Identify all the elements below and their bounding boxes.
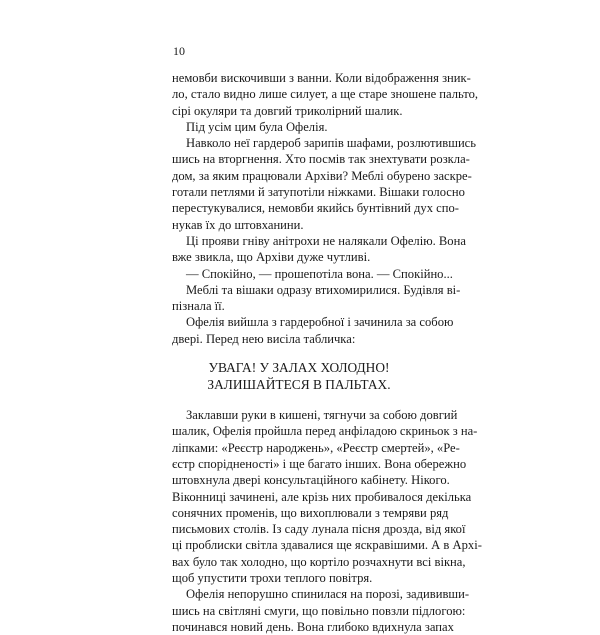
text-line: пізнала її. [172, 299, 225, 314]
text-line: Під усім цим була Офелія. [186, 119, 328, 134]
paragraph [172, 407, 482, 586]
text-line: починався новий день. Вона глибоко вдихнула запах [172, 619, 454, 634]
text-line: письмових столів. Із саду лунала пісня дрозда, від якої [172, 522, 466, 537]
text-line: Ці прояви гніву анітрохи не налякали Офелію. Вона [186, 233, 466, 248]
text-line: двері. Перед нею висіла табличка: [172, 331, 356, 346]
text-line: єстр спорідненості» і ще багато інших. Вона обережно [172, 456, 467, 471]
text-line: ці проблиски світла здавалися ще яскравішими. А в Архі- [172, 538, 482, 553]
notice-line: ЗАЛИШАЙТЕСЯ В ПАЛЬТАХ. [207, 377, 391, 393]
text-line: перестукувалися, немовби якийсь бунтівний дух спо- [172, 201, 459, 216]
paragraph [172, 70, 479, 119]
text-line: ліпками: «Реєстр народжень», «Реєстр смертей», «Ре- [172, 440, 460, 455]
notice-sign [172, 359, 426, 393]
paragraph [172, 233, 466, 266]
text-line: сірі окуляри та довгий триколірний шалик. [172, 103, 403, 118]
paragraph [172, 135, 477, 233]
notice-line: УВАГА! У ЗАЛАХ ХОЛОДНО! [208, 360, 390, 376]
text-line: немовби вискочивши з ванни. Коли відображення зник- [172, 71, 471, 85]
text-line: Офелія вийшла з гардеробної і зачинила за собою [186, 315, 454, 330]
page-number: 10 [173, 44, 185, 58]
paragraph [172, 586, 470, 635]
text-line: — Спокійно, — прошепотіла вона. — Спокійно... [186, 266, 453, 281]
text-line: нукав їх до штовханини. [172, 217, 304, 232]
text-line: щоб упустити трохи теплого повітря. [172, 571, 373, 586]
body-text [172, 70, 482, 635]
text-line: шись на світляні смуги, що повільно повзли підлогою: [172, 603, 466, 618]
paragraph [172, 119, 426, 135]
paragraph [172, 314, 454, 347]
text-line: Заклавши руки в кишені, тягнучи за собою довгий [186, 408, 458, 423]
text-line: сонячних променів, що вихоплювали з темряви ряд [172, 505, 449, 520]
text-line: шалик, Офелія пройшла перед анфіладою скриньок з на- [172, 424, 478, 439]
text-line: Навколо неї гардероб зарипів шафами, розлютившись [186, 136, 477, 151]
text-line: готали петлями й затупотіли ніжками. Вішаки голосно [172, 185, 465, 200]
text-line: ло, стало видно лише силует, а ще старе зношене пальто, [172, 87, 479, 102]
text-line: Офелія непорушно спинилася на порозі, задививши- [186, 587, 470, 602]
text-line: штовхнула двері консультаційного кабінету. Нікого. [172, 473, 450, 488]
text-line: Меблі та вішаки одразу втихомирилися. Будівля ві- [186, 282, 461, 297]
text-line: вах було так холодно, що кортіло розчахнути всі вікна, [172, 554, 466, 569]
text-line: вже звикла, що Архіви дуже чутливі. [172, 250, 371, 265]
paragraph [172, 282, 461, 315]
paragraph [172, 266, 453, 282]
text-line: шись на вторгнення. Хто посмів так знехтувати розкла- [172, 152, 470, 167]
text-line: Віконниці зачинені, але крізь них пробивалося декілька [172, 489, 472, 504]
text-line: дом, за яким працювали Архіви? Меблі обурено заскре- [172, 168, 472, 183]
